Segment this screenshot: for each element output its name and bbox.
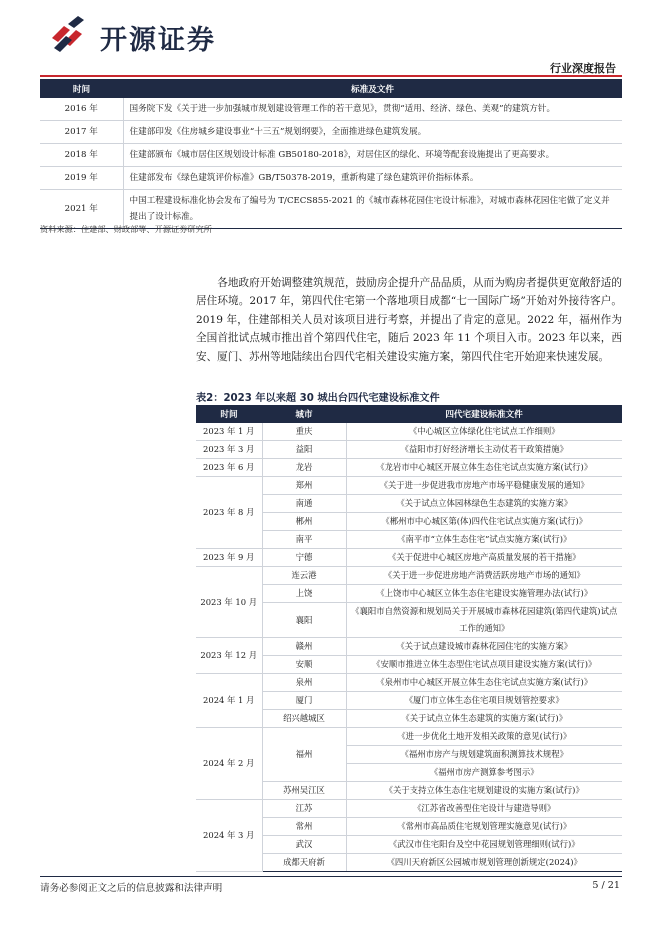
table-row (40, 144, 622, 167)
row-document: 《安顺市推进立体生态型住宅试点项目建设实施方案(试行)》 (346, 656, 622, 674)
row-year: 2017 年 (40, 121, 123, 144)
row-document: 《关于进一步促进我市房地产市场平稳健康发展的通知》 (346, 477, 622, 495)
row-document: 《龙岩市中心城区开展立体生态住宅试点实施方案(试行)》 (346, 459, 622, 477)
row-text: 中国工程建设标准化协会发布了编号为 T/CECS855-2021 的《城市森林花园住宅设计标准》，对城市森林花园住宅做了定义并提出了设计标准。 (123, 190, 622, 229)
row-year: 2023 年 12 月 (196, 638, 262, 674)
row-text: 住建部发布《绿色建筑评价标准》GB/T50378-2019，重新构建了绿色建筑评价指标体系。 (123, 167, 622, 190)
row-city: 襄阳 (262, 603, 346, 638)
table-row (196, 459, 622, 477)
row-city: 安顺 (262, 656, 346, 674)
column-header-city: 城市 (262, 405, 346, 423)
row-city: 郴州 (262, 513, 346, 531)
row-year: 2024 年 1 月 (196, 674, 262, 728)
row-city: 福州 (262, 728, 346, 782)
row-document: 《关于试点立体园林绿色生态建筑的实施方案》 (346, 495, 622, 513)
footer-divider (40, 876, 622, 877)
table-row (196, 638, 622, 656)
row-city: 连云港 (262, 567, 346, 585)
row-city: 苏州吴江区 (262, 782, 346, 800)
footer-disclaimer: 请务必参阅正文之后的信息披露和法律声明 (40, 883, 223, 894)
page-number: 5 / 21 (592, 880, 620, 891)
company-logo (50, 14, 250, 54)
standards-table-body (196, 423, 622, 872)
row-document: 《常州市高品质住宅规划管理实施意见(试行)》 (346, 818, 622, 836)
row-year: 2023 年 10 月 (196, 567, 262, 638)
table-row (196, 728, 622, 746)
row-year: 2021 年 (40, 190, 123, 229)
row-city: 益阳 (262, 441, 346, 459)
row-city: 江苏 (262, 800, 346, 818)
row-city: 成都天府新 (262, 854, 346, 872)
table-row (196, 674, 622, 692)
table-row (196, 549, 622, 567)
row-document: 《进一步优化土地开发相关政策的意见(试行)》 (346, 728, 622, 746)
row-document: 《四川天府新区公园城市规划管理创新规定(2024)》 (346, 854, 622, 872)
row-year: 2018 年 (40, 144, 123, 167)
table-row (40, 121, 622, 144)
row-city: 常州 (262, 818, 346, 836)
row-document: 《关于试点立体生态建筑的实施方案(试行)》 (346, 710, 622, 728)
row-city: 南通 (262, 495, 346, 513)
table-row (196, 441, 622, 459)
report-type-label: 行业深度报告 (550, 62, 616, 75)
row-year: 2019 年 (40, 167, 123, 190)
row-document: 《郴州市中心城区第(体)四代住宅试点实施方案(试行)》 (346, 513, 622, 531)
table-header-row (40, 79, 622, 98)
table-row (40, 98, 622, 121)
row-year: 2024 年 2 月 (196, 728, 262, 800)
column-header-time: 时间 (40, 79, 123, 98)
table-row (196, 800, 622, 818)
row-year: 2024 年 3 月 (196, 800, 262, 872)
row-document: 《中心城区立体绿化住宅试点工作细则》 (346, 423, 622, 441)
row-year: 2023 年 3 月 (196, 441, 262, 459)
header-divider (40, 75, 622, 77)
row-year: 2023 年 6 月 (196, 459, 262, 477)
row-year: 2023 年 9 月 (196, 549, 262, 567)
row-year: 2016 年 (40, 98, 123, 121)
row-document: 《关于支持立体生态住宅规划建设的实施方案(试行)》 (346, 782, 622, 800)
row-document: 《武汉市住宅阳台及空中花园规划管理细则(试行)》 (346, 836, 622, 854)
row-year: 2023 年 1 月 (196, 423, 262, 441)
row-text: 住建部印发《住房城乡建设事业“十三五”规划纲要》，全面推进绿色建筑发展。 (123, 121, 622, 144)
row-document: 《福州市房产测算参考图示》 (346, 764, 622, 782)
table-row (196, 477, 622, 495)
logo-mark-icon (50, 16, 90, 52)
row-city: 郑州 (262, 477, 346, 495)
column-header-document: 四代宅建设标准文件 (346, 405, 622, 423)
row-city: 南平 (262, 531, 346, 549)
column-header-document: 标准及文件 (123, 79, 622, 98)
standards-table (196, 405, 622, 872)
table-source-note: 资料来源：住建部、财政部等、开源证券研究所 (40, 224, 212, 234)
column-header-time: 时间 (196, 405, 262, 423)
row-document: 《关于促进中心城区房地产高质量发展的若干措施》 (346, 549, 622, 567)
row-city: 重庆 (262, 423, 346, 441)
row-document: 《上饶市中心城区立体生态住宅建设实施管理办法(试行)》 (346, 585, 622, 603)
row-document: 《南平市“立体生态住宅”试点实施方案(试行)》 (346, 531, 622, 549)
body-paragraph: 各地政府开始调整建筑规范，鼓励房企提升产品品质，从而为购房者提供更宽敞舒适的居住环境。2017 年，第四代住宅第一个落地项目成都“七一国际广场”开始对外接待客户。2019 年，住建部相关人员对该项目进行考察，并提出了肯定的意见。2022 年，福州作为全国首批试点城市推出首个第四代住宅，随后 2023 年 11 个项目入市。2023 年以来，西安、厦门、苏州等地陆续出台四代宅相关建设实施方案，第四代住宅开始迎来快速发展。 (196, 277, 622, 363)
row-document: 《江苏省改善型住宅设计与建造导则》 (346, 800, 622, 818)
row-year: 2023 年 8 月 (196, 477, 262, 549)
row-city: 宁德 (262, 549, 346, 567)
row-document: 《厦门市立体生态住宅项目规划管控要求》 (346, 692, 622, 710)
row-document: 《襄阳市自然资源和规划局关于开展城市森林花园建筑(第四代建筑)试点工作的通知》 (346, 603, 622, 638)
row-city: 武汉 (262, 836, 346, 854)
row-document: 《关于试点建设城市森林花园住宅的实施方案》 (346, 638, 622, 656)
row-city: 赣州 (262, 638, 346, 656)
row-text: 国务院下发《关于进一步加强城市规划建设管理工作的若干意见》，贯彻“适用、经济、绿色、美观”的建筑方针。 (123, 98, 622, 121)
table-row (40, 167, 622, 190)
table-header-row (196, 405, 622, 423)
row-document: 《福州市房产与规划建筑面积测算技术规程》 (346, 746, 622, 764)
table-title: 表2：2023 年以来超 30 城出台四代宅建设标准文件 (196, 393, 440, 404)
row-city: 绍兴越城区 (262, 710, 346, 728)
logo-text: 开源证券 (100, 25, 216, 56)
table-row (196, 567, 622, 585)
row-city: 泉州 (262, 674, 346, 692)
row-document: 《关于进一步促进房地产消费活跃房地产市场的通知》 (346, 567, 622, 585)
policy-table (40, 79, 622, 229)
table-row (196, 423, 622, 441)
row-document: 《泉州市中心城区开展立体生态住宅试点实施方案(试行)》 (346, 674, 622, 692)
row-city: 上饶 (262, 585, 346, 603)
row-city: 厦门 (262, 692, 346, 710)
table-row (40, 190, 622, 229)
row-text: 住建部颁布《城市居住区规划设计标准 GB50180-2018》，对居住区的绿化、环境等配套设施提出了更高要求。 (123, 144, 622, 167)
row-city: 龙岩 (262, 459, 346, 477)
row-document: 《益阳市打好经济增长主动仗若干政策措施》 (346, 441, 622, 459)
